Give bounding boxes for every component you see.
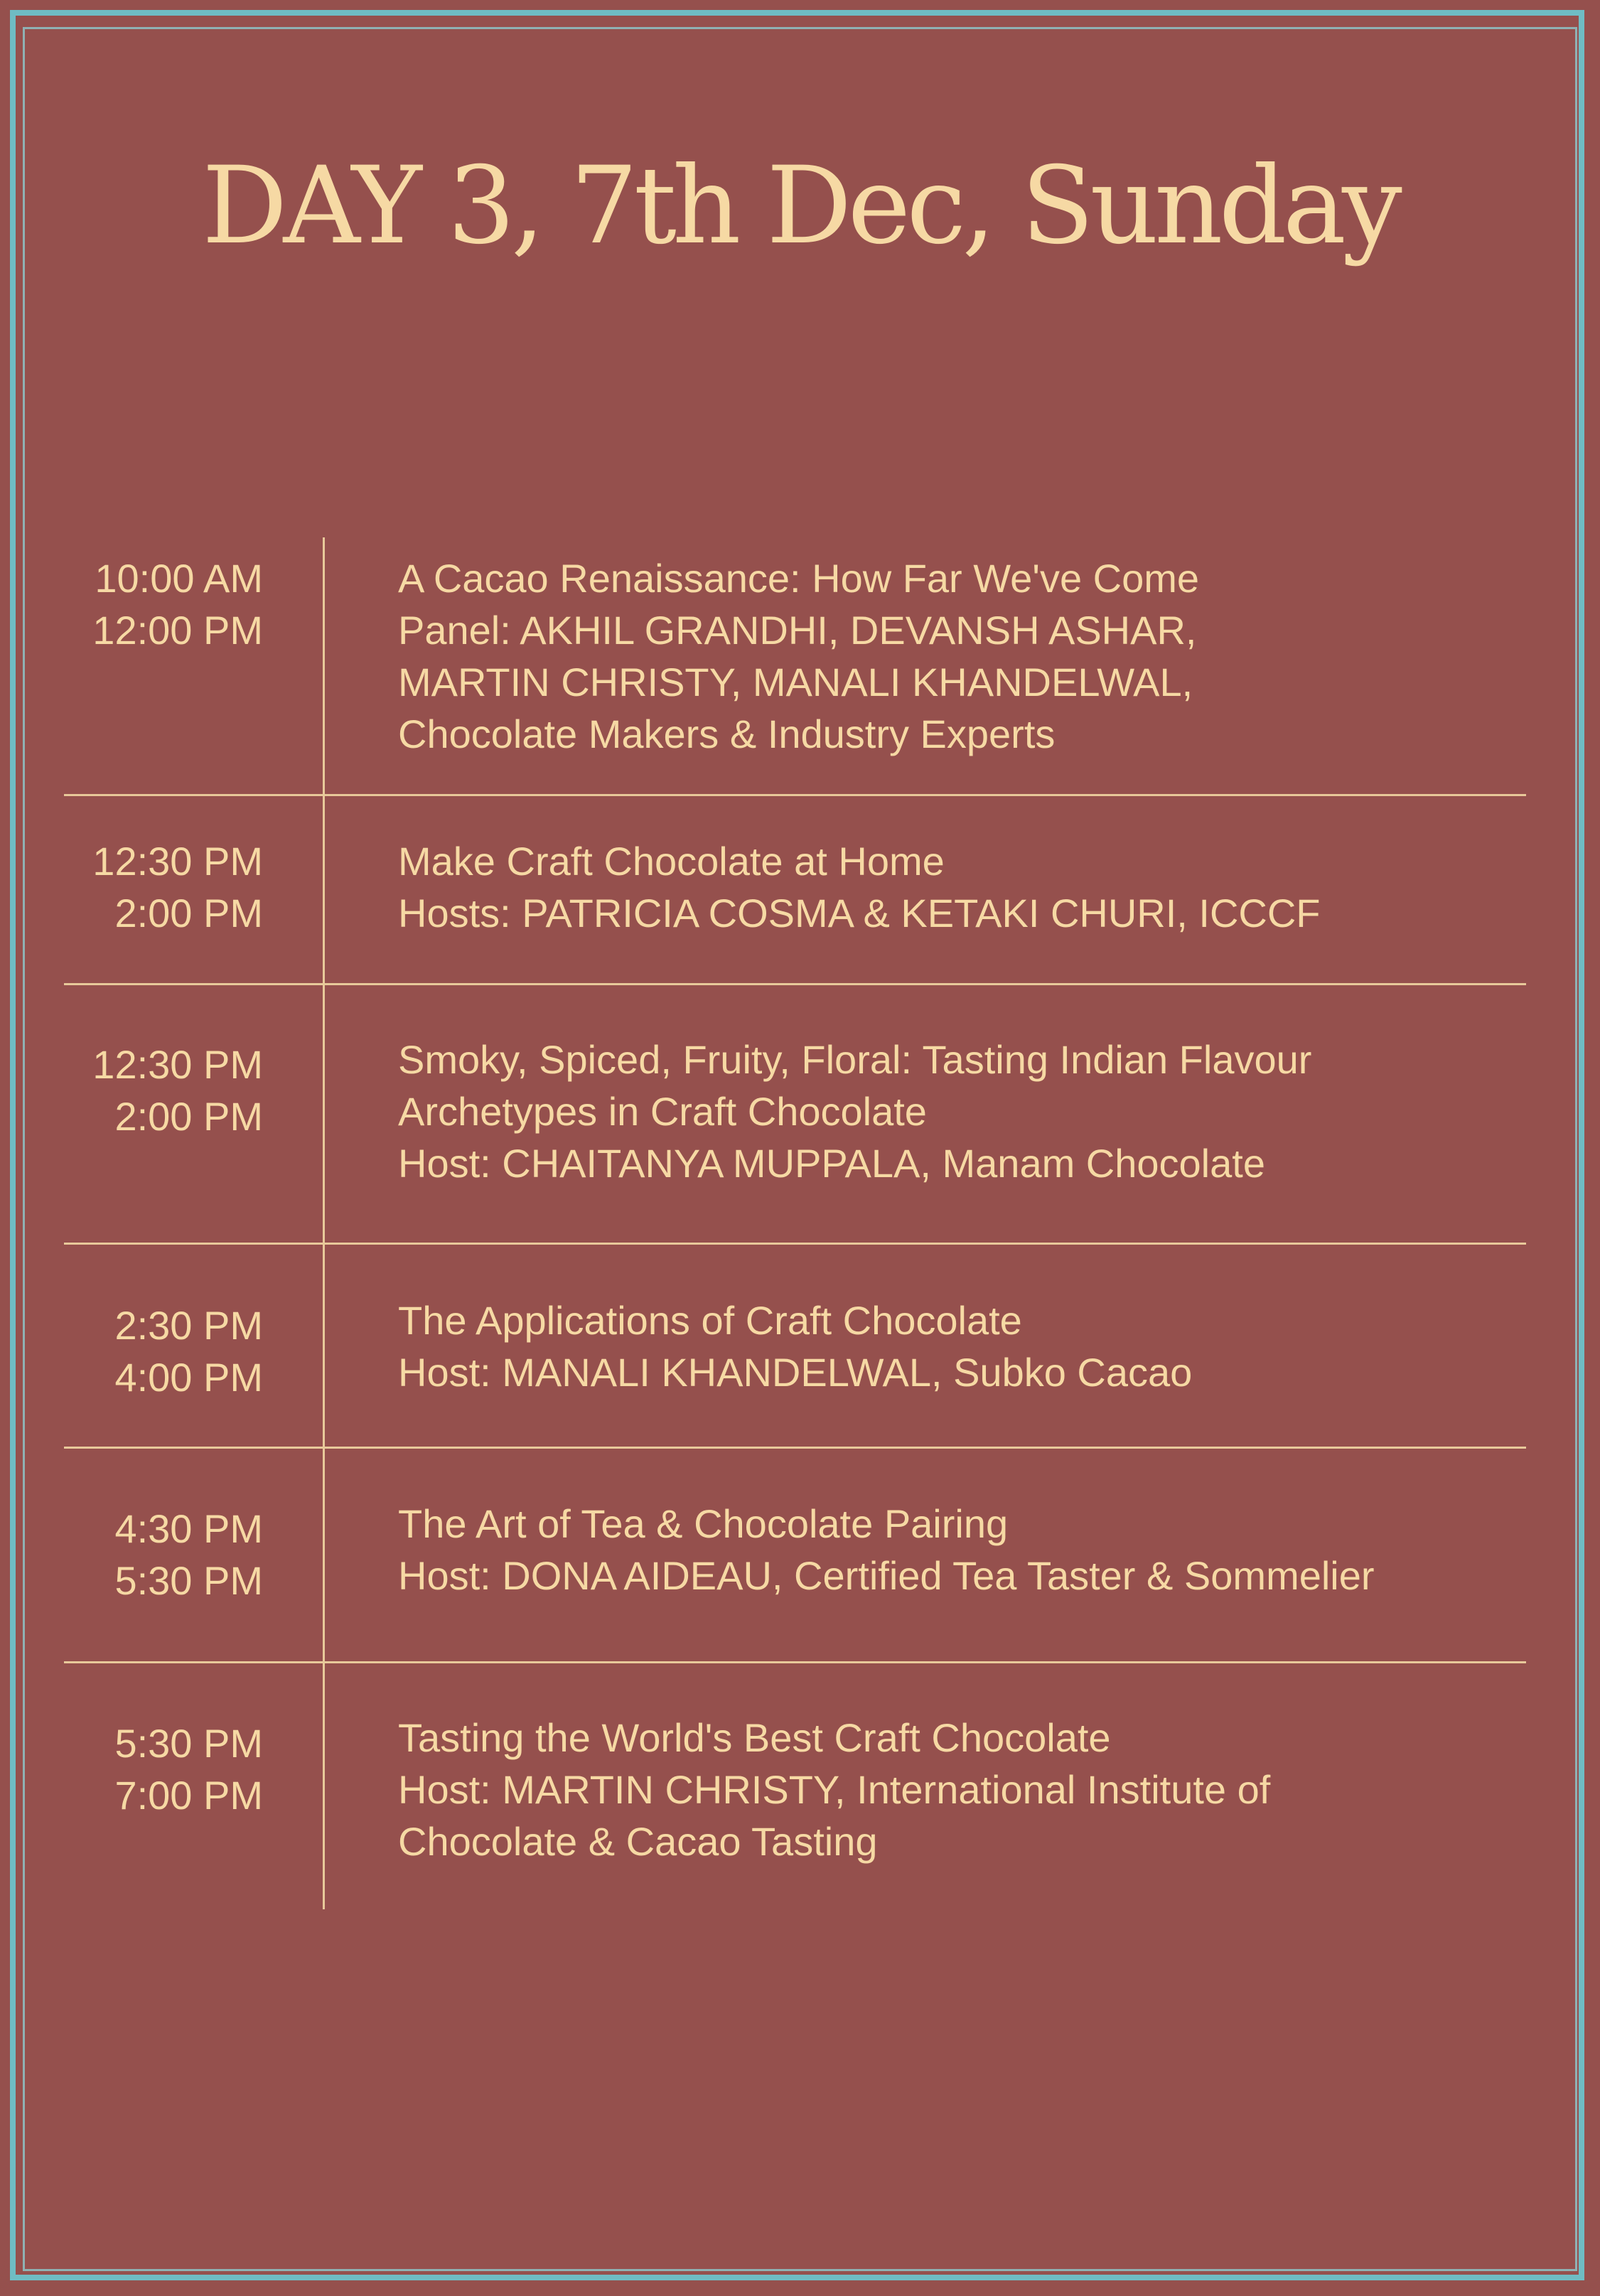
- page-title: DAY 3, 7th Dec, Sunday: [202, 144, 1398, 268]
- session-title: Archetypes in Craft Chocolate: [398, 1089, 927, 1134]
- row-divider: [64, 1447, 1526, 1449]
- end-time: 2:00 PM: [114, 891, 263, 935]
- row-divider: [64, 983, 1526, 985]
- row-divider: [64, 794, 1526, 796]
- session-title: A Cacao Renaissance: How Far We've Come: [398, 556, 1200, 601]
- session-title: Smoky, Spiced, Fruity, Floral: Tasting Indian Flavour: [398, 1037, 1312, 1082]
- session-title: The Art of Tea & Chocolate Pairing: [398, 1501, 1009, 1546]
- start-time: 10:00 AM: [95, 556, 263, 601]
- session-details: [398, 1034, 1521, 1189]
- end-time: 4:00 PM: [114, 1355, 263, 1400]
- session-host-line: Hosts: PATRICIA COSMA & KETAKI CHURI, ICCCF: [398, 891, 1321, 935]
- start-time: 2:30 PM: [114, 1303, 263, 1348]
- session-time: [43, 1039, 263, 1142]
- end-time: 5:30 PM: [114, 1558, 263, 1603]
- start-time: 12:30 PM: [92, 839, 263, 884]
- session-details: [398, 835, 1521, 939]
- session-time: [43, 1299, 263, 1403]
- row-divider: [64, 1243, 1526, 1245]
- session-details: [398, 552, 1521, 760]
- session-details: [398, 1294, 1521, 1398]
- end-time: 12:00 PM: [92, 608, 263, 653]
- session-host-line: Chocolate & Cacao Tasting: [398, 1819, 878, 1864]
- session-host-line: Panel: AKHIL GRANDHI, DEVANSH ASHAR,: [398, 608, 1197, 653]
- row-divider: [64, 1661, 1526, 1663]
- session-host-line: MARTIN CHRISTY, MANALI KHANDELWAL,: [398, 660, 1193, 704]
- session-time: [43, 552, 263, 656]
- session-host-line: Host: MANALI KHANDELWAL, Subko Cacao: [398, 1350, 1193, 1395]
- session-title: Tasting the World's Best Craft Chocolate: [398, 1715, 1111, 1760]
- end-time: 7:00 PM: [114, 1773, 263, 1818]
- session-title: Make Craft Chocolate at Home: [398, 839, 945, 884]
- start-time: 4:30 PM: [114, 1506, 263, 1551]
- session-details: [398, 1712, 1521, 1867]
- session-host-line: Chocolate Makers & Industry Experts: [398, 712, 1056, 756]
- session-details: [398, 1498, 1521, 1602]
- end-time: 2:00 PM: [114, 1094, 263, 1139]
- column-divider: [323, 537, 325, 1909]
- session-time: [43, 1503, 263, 1606]
- start-time: 12:30 PM: [92, 1042, 263, 1087]
- session-host-line: Host: MARTIN CHRISTY, International Institute of: [398, 1767, 1271, 1812]
- session-time: [43, 835, 263, 939]
- session-host-line: Host: DONA AIDEAU, Certified Tea Taster & Sommelier: [398, 1553, 1375, 1598]
- session-title: The Applications of Craft Chocolate: [398, 1298, 1022, 1343]
- session-host-line: Host: CHAITANYA MUPPALA, Manam Chocolate: [398, 1141, 1265, 1186]
- start-time: 5:30 PM: [114, 1721, 263, 1766]
- session-time: [43, 1717, 263, 1821]
